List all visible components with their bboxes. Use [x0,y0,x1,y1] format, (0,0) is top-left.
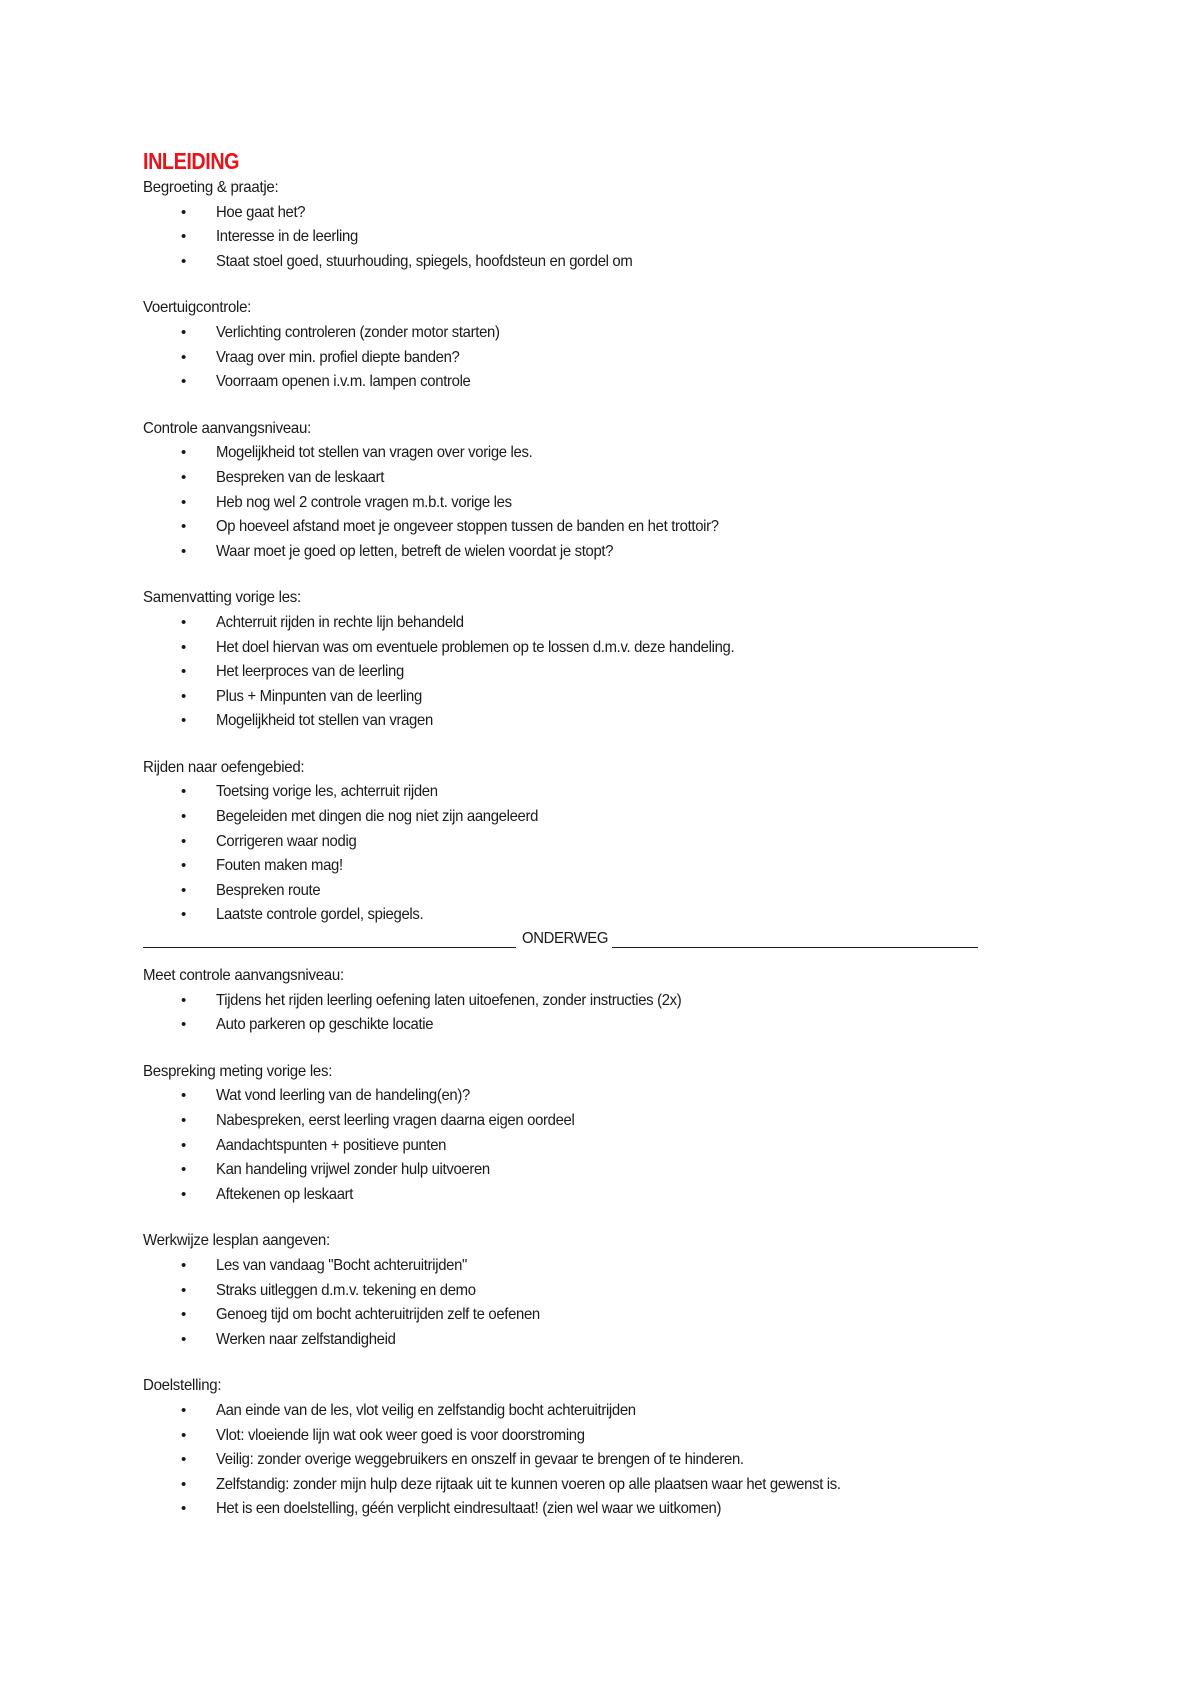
bullet-icon: • [181,712,187,730]
list-item-text: Waar moet je goed op letten, betreft de wielen voordat je stopt? [216,542,614,560]
list-item [143,250,983,275]
list-item-text: Aandachtspunten + positieve punten [216,1136,447,1154]
bullet-list [143,611,983,734]
list-item-text: Staat stoel goed, stuurhouding, spiegels, hoofdsteun en gordel om [216,252,633,270]
list-item-text: Aan einde van de les, vlot veilig en zelfstandig bocht achteruitrijden [216,1401,636,1419]
bullet-icon: • [181,1016,187,1034]
list-item [143,201,983,226]
list-item-text: Straks uitleggen d.m.v. tekening en demo [216,1281,476,1299]
list-item [143,1158,983,1183]
bullet-icon: • [181,906,187,924]
bullet-icon: • [181,1161,187,1179]
list-item-text: Mogelijkheid tot stellen van vragen over vorige les. [216,444,533,462]
bullet-icon: • [181,493,187,511]
list-item-text: Vraag over min. profiel diepte banden? [216,348,460,366]
list-item-text: Het leerproces van de leerling [216,663,404,681]
section-heading: Meet controle aanvangsniveau: [143,967,344,985]
list-item-text: Fouten maken mag! [216,857,343,875]
section-heading: Voertuigcontrole: [143,299,252,317]
list-item [143,805,983,830]
list-item [143,321,983,346]
list-item [143,1134,983,1159]
bullet-icon: • [181,638,187,656]
divider-label: ONDERWEG [522,930,609,948]
section-heading: Samenvatting vorige les: [143,589,301,607]
bullet-icon: • [181,1500,187,1518]
section [143,586,983,734]
bullet-icon: • [181,1330,187,1348]
list-item [143,466,983,491]
bullet-list [143,989,983,1038]
list-item-text: Het doel hiervan was om eventuele problemen op te lossen d.m.v. deze handeling. [216,638,735,656]
list-item-text: Nabespreken, eerst leerling vragen daarna eigen oordeel [216,1112,575,1129]
section [143,176,983,274]
list-item-text: Begeleiden met dingen die nog niet zijn aangeleerd [216,808,539,826]
sections-after-divider [143,964,983,1522]
list-item-text: Vlot: vloeiende lijn wat ook weer goed is voor doorstroming [216,1426,585,1444]
bullet-icon: • [181,1256,187,1274]
bullet-icon: • [181,613,187,631]
list-item-text: Het is een doelstelling, géén verplicht eindresultaat! (zien wel waar we uitkomen) [216,1500,722,1518]
bullet-icon: • [181,1281,187,1299]
list-item-text: Corrigeren waar nodig [216,832,357,850]
list-item-text: Mogelijkheid tot stellen van vragen [216,712,433,730]
list-item [143,1424,983,1449]
list-item-text: Hoe gaat het? [216,203,306,221]
list-item-text: Bespreken route [216,881,321,899]
bullet-icon: • [181,991,187,1009]
list-item-text: Bespreken van de leskaart [216,468,385,486]
bullet-icon: • [181,203,187,221]
list-item [143,685,983,710]
list-item [143,660,983,685]
list-item-text: Veilig: zonder overige weggebruikers en onszelf in gevaar te brengen of te hinderen. [216,1451,744,1469]
list-item [143,611,983,636]
list-item-text: Werken naar zelfstandigheid [216,1330,396,1348]
bullet-icon: • [181,881,187,899]
bullet-icon: • [181,1087,187,1105]
list-item-text: Laatste controle gordel, spiegels. [216,906,424,924]
list-item-text: Toetsing vorige les, achterruit rijden [216,783,438,801]
bullet-icon: • [181,832,187,850]
list-item [143,780,983,805]
list-item [143,1254,983,1279]
list-item [143,830,983,855]
page-title: INLEIDING [143,148,240,174]
list-item [143,225,983,250]
list-item [143,1303,983,1328]
section [143,964,983,1038]
section-heading: Begroeting & praatje: [143,179,279,196]
list-item [143,636,983,661]
list-item [143,540,983,565]
list-item-text: Wat vond leerling van de handeling(en)? [216,1087,470,1105]
bullet-list [143,1084,983,1207]
list-item [143,1183,983,1208]
section-heading: Werkwijze lesplan aangeven: [143,1232,330,1250]
bullet-icon: • [181,663,187,681]
list-item [143,1084,983,1109]
list-item [143,515,983,540]
bullet-icon: • [181,323,187,341]
bullet-icon: • [181,1451,187,1469]
list-item-text: Interesse in de leerling [216,228,358,246]
bullet-icon: • [181,783,187,801]
list-item-text: Auto parkeren op geschikte locatie [216,1016,434,1034]
list-item [143,491,983,516]
list-item [143,854,983,879]
bullet-icon: • [181,373,187,391]
list-item [143,1328,983,1353]
list-item-text: Verlichting controleren (zonder motor starten) [216,323,500,341]
bullet-list [143,1399,983,1522]
section [143,296,983,394]
list-item [143,1399,983,1424]
divider-line-left [143,947,516,948]
bullet-icon: • [181,808,187,826]
bullet-icon: • [181,1475,187,1493]
list-item-text: Achterruit rijden in rechte lijn behandeld [216,613,464,631]
bullet-icon: • [181,444,187,462]
bullet-list [143,780,983,928]
bullet-icon: • [181,1185,187,1203]
list-item [143,1497,983,1522]
list-item [143,441,983,466]
bullet-icon: • [181,348,187,366]
section-heading: Controle aanvangsniveau: [143,419,311,437]
bullet-icon: • [181,1112,187,1129]
onderweg-divider [143,928,983,952]
list-item [143,1279,983,1304]
list-item [143,1109,983,1134]
bullet-icon: • [181,857,187,875]
list-item [143,370,983,395]
list-item [143,879,983,904]
section [143,756,983,928]
bullet-icon: • [181,1401,187,1419]
bullet-icon: • [181,542,187,560]
list-item-text: Aftekenen op leskaart [216,1185,354,1203]
document-page [143,146,983,1522]
list-item-text: Tijdens het rijden leerling oefening laten uitoefenen, zonder instructies (2x) [216,991,682,1009]
section-heading: Rijden naar oefengebied: [143,758,305,776]
section-heading: Doelstelling: [143,1377,222,1395]
bullet-icon: • [181,687,187,705]
list-item-text: Op hoeveel afstand moet je ongeveer stoppen tussen de banden en het trottoir? [216,518,719,536]
list-item-text: Zelfstandig: zonder mijn hulp deze rijtaak uit te kunnen voeren op alle plaatsen waar het gewenst is. [216,1475,841,1493]
bullet-icon: • [181,228,187,246]
bullet-icon: • [181,252,187,270]
list-item-text: Genoeg tijd om bocht achteruitrijden zelf te oefenen [216,1306,540,1324]
divider-line-right [612,947,978,948]
section [143,1060,983,1208]
list-item [143,989,983,1014]
list-item [143,1013,983,1038]
list-item-text: Heb nog wel 2 controle vragen m.b.t. vorige les [216,493,512,511]
section [143,417,983,565]
bullet-list [143,1254,983,1352]
bullet-icon: • [181,1136,187,1154]
bullet-icon: • [181,1306,187,1324]
bullet-list [143,321,983,395]
sections-before-divider [143,176,983,928]
section [143,1374,983,1522]
section [143,1229,983,1352]
bullet-icon: • [181,468,187,486]
section-heading: Bespreking meting vorige les: [143,1062,333,1080]
bullet-icon: • [181,518,187,536]
list-item [143,709,983,734]
bullet-list [143,441,983,564]
list-item-text: Les van vandaag "Bocht achteruitrijden" [216,1256,467,1274]
list-item [143,1473,983,1498]
list-item-text: Plus + Minpunten van de leerling [216,687,422,705]
bullet-list [143,201,983,275]
list-item-text: Kan handeling vrijwel zonder hulp uitvoeren [216,1161,490,1179]
bullet-icon: • [181,1426,187,1444]
list-item [143,1448,983,1473]
list-item-text: Voorraam openen i.v.m. lampen controle [216,373,471,391]
list-item [143,903,983,928]
list-item [143,346,983,371]
